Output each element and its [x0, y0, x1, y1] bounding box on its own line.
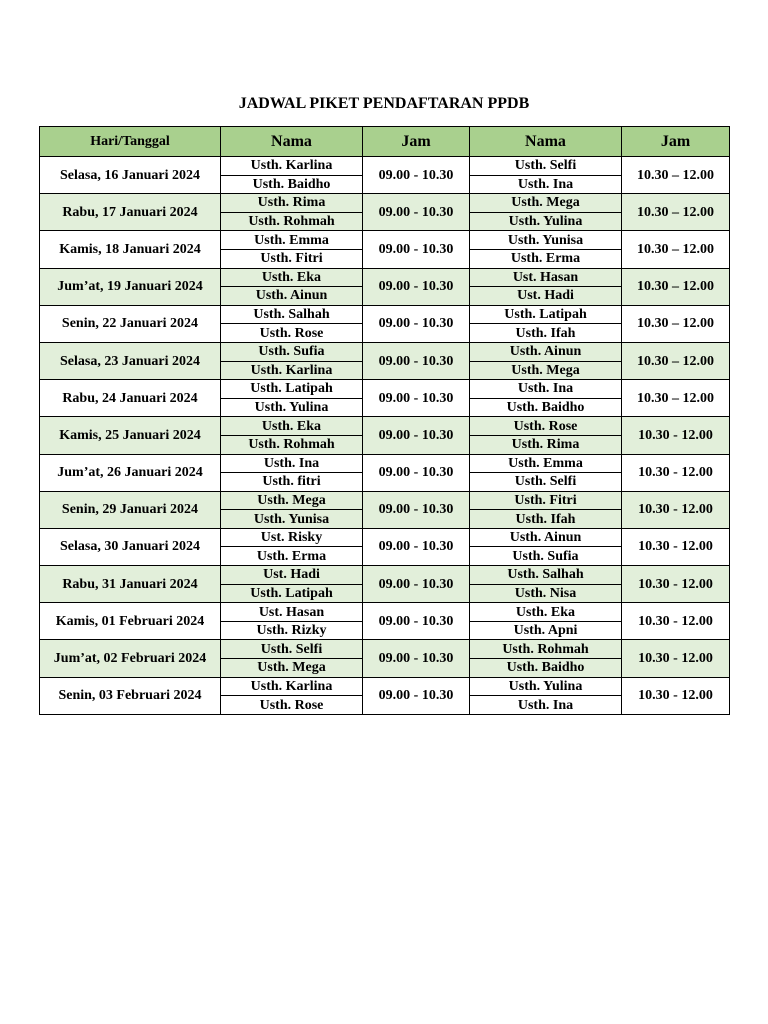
- officer-name-cell: Usth. Apni: [470, 621, 622, 640]
- time-slot-cell: 10.30 – 12.00: [622, 194, 730, 231]
- officer-name-cell: Usth. Nisa: [470, 584, 622, 603]
- officer-name-cell: Usth. Erma: [470, 249, 622, 268]
- header-time-2: Jam: [622, 127, 730, 157]
- officer-name-cell: Usth. Fitri: [470, 491, 622, 510]
- table-row: [40, 380, 730, 399]
- officer-name-cell: Usth. Emma: [470, 454, 622, 473]
- officer-name-cell: Usth. Baidho: [470, 659, 622, 678]
- time-slot-cell: 09.00 - 10.30: [363, 454, 470, 491]
- day-cell: Selasa, 16 Januari 2024: [40, 157, 221, 194]
- day-cell: Jum’at, 02 Februari 2024: [40, 640, 221, 677]
- table-row: [40, 305, 730, 324]
- officer-name-cell: Ust. Hasan: [470, 268, 622, 287]
- day-cell: Kamis, 01 Februari 2024: [40, 603, 221, 640]
- officer-name-cell: Usth. Selfi: [221, 640, 363, 659]
- table-header: [40, 127, 730, 157]
- day-cell: Jum’at, 26 Januari 2024: [40, 454, 221, 491]
- header-name-2: Nama: [470, 127, 622, 157]
- officer-name-cell: Usth. Yulina: [470, 677, 622, 696]
- day-cell: Rabu, 17 Januari 2024: [40, 194, 221, 231]
- officer-name-cell: Usth. Rima: [221, 194, 363, 213]
- day-cell: Rabu, 24 Januari 2024: [40, 380, 221, 417]
- time-slot-cell: 10.30 – 12.00: [622, 305, 730, 342]
- officer-name-cell: Usth. Karlina: [221, 361, 363, 380]
- header-row: [40, 127, 730, 157]
- table-row: [40, 231, 730, 250]
- officer-name-cell: Usth. Yunisa: [221, 510, 363, 529]
- day-cell: Rabu, 31 Januari 2024: [40, 566, 221, 603]
- officer-name-cell: Usth. Rohmah: [470, 640, 622, 659]
- officer-name-cell: Usth. Latipah: [470, 305, 622, 324]
- time-slot-cell: 10.30 - 12.00: [622, 454, 730, 491]
- officer-name-cell: Usth. Rohmah: [221, 435, 363, 454]
- officer-name-cell: Usth. Erma: [221, 547, 363, 566]
- time-slot-cell: 10.30 – 12.00: [622, 342, 730, 379]
- officer-name-cell: Usth. Yunisa: [470, 231, 622, 250]
- day-cell: Kamis, 18 Januari 2024: [40, 231, 221, 268]
- day-cell: Kamis, 25 Januari 2024: [40, 417, 221, 454]
- officer-name-cell: Usth. Rose: [221, 324, 363, 343]
- officer-name-cell: Usth. Fitri: [221, 249, 363, 268]
- officer-name-cell: Usth. Selfi: [470, 473, 622, 492]
- day-cell: Selasa, 30 Januari 2024: [40, 528, 221, 565]
- officer-name-cell: Usth. Ainun: [470, 342, 622, 361]
- table-row: [40, 603, 730, 622]
- officer-name-cell: Usth. Ifah: [470, 324, 622, 343]
- officer-name-cell: Usth. Ina: [470, 380, 622, 399]
- officer-name-cell: Usth. Yulina: [221, 398, 363, 417]
- table-body: [40, 157, 730, 715]
- officer-name-cell: Usth. Latipah: [221, 380, 363, 399]
- officer-name-cell: Usth. Ainun: [221, 287, 363, 306]
- time-slot-cell: 09.00 - 10.30: [363, 640, 470, 677]
- officer-name-cell: Usth. Rima: [470, 435, 622, 454]
- time-slot-cell: 10.30 - 12.00: [622, 677, 730, 714]
- officer-name-cell: Usth. Emma: [221, 231, 363, 250]
- time-slot-cell: 09.00 - 10.30: [363, 677, 470, 714]
- officer-name-cell: Ust. Risky: [221, 528, 363, 547]
- time-slot-cell: 09.00 - 10.30: [363, 194, 470, 231]
- officer-name-cell: Usth. Ina: [470, 175, 622, 194]
- page-title: JADWAL PIKET PENDAFTARAN PPDB: [238, 95, 530, 112]
- time-slot-cell: 09.00 - 10.30: [363, 528, 470, 565]
- time-slot-cell: 10.30 – 12.00: [622, 157, 730, 194]
- table-row: [40, 566, 730, 585]
- time-slot-cell: 10.30 - 12.00: [622, 528, 730, 565]
- time-slot-cell: 10.30 - 12.00: [622, 640, 730, 677]
- officer-name-cell: Usth. Sufia: [221, 342, 363, 361]
- officer-name-cell: Usth. Mega: [221, 659, 363, 678]
- officer-name-cell: Usth. Yulina: [470, 212, 622, 231]
- officer-name-cell: Ust. Hadi: [221, 566, 363, 585]
- time-slot-cell: 09.00 - 10.30: [363, 231, 470, 268]
- time-slot-cell: 10.30 - 12.00: [622, 566, 730, 603]
- officer-name-cell: Usth. Mega: [470, 361, 622, 380]
- header-name-1: Nama: [221, 127, 363, 157]
- officer-name-cell: Usth. Eka: [470, 603, 622, 622]
- officer-name-cell: Ust. Hasan: [221, 603, 363, 622]
- table-row: [40, 157, 730, 176]
- table-row: [40, 194, 730, 213]
- header-time-1: Jam: [363, 127, 470, 157]
- time-slot-cell: 10.30 - 12.00: [622, 491, 730, 528]
- officer-name-cell: Usth. Mega: [470, 194, 622, 213]
- officer-name-cell: Usth. Rohmah: [221, 212, 363, 231]
- officer-name-cell: Usth. Selfi: [470, 157, 622, 176]
- time-slot-cell: 09.00 - 10.30: [363, 603, 470, 640]
- time-slot-cell: 09.00 - 10.30: [363, 305, 470, 342]
- officer-name-cell: Usth. Rizky: [221, 621, 363, 640]
- officer-name-cell: Usth. Baidho: [470, 398, 622, 417]
- table-row: [40, 528, 730, 547]
- table-row: [40, 677, 730, 696]
- time-slot-cell: 09.00 - 10.30: [363, 380, 470, 417]
- table-row: [40, 342, 730, 361]
- day-cell: Selasa, 23 Januari 2024: [40, 342, 221, 379]
- time-slot-cell: 10.30 – 12.00: [622, 268, 730, 305]
- officer-name-cell: Usth. Mega: [221, 491, 363, 510]
- time-slot-cell: 09.00 - 10.30: [363, 491, 470, 528]
- officer-name-cell: Usth. Rose: [470, 417, 622, 436]
- officer-name-cell: Usth. Baidho: [221, 175, 363, 194]
- officer-name-cell: Usth. Ina: [470, 696, 622, 715]
- officer-name-cell: Usth. Rose: [221, 696, 363, 715]
- officer-name-cell: Usth. Ifah: [470, 510, 622, 529]
- day-cell: Senin, 29 Januari 2024: [40, 491, 221, 528]
- time-slot-cell: 09.00 - 10.30: [363, 157, 470, 194]
- table-row: [40, 491, 730, 510]
- officer-name-cell: Usth. fitri: [221, 473, 363, 492]
- officer-name-cell: Usth. Salhah: [221, 305, 363, 324]
- officer-name-cell: Ust. Hadi: [470, 287, 622, 306]
- day-cell: Jum’at, 19 Januari 2024: [40, 268, 221, 305]
- officer-name-cell: Usth. Eka: [221, 268, 363, 287]
- table-row: [40, 454, 730, 473]
- officer-name-cell: Usth. Eka: [221, 417, 363, 436]
- officer-name-cell: Usth. Karlina: [221, 157, 363, 176]
- officer-name-cell: Usth. Salhah: [470, 566, 622, 585]
- officer-name-cell: Usth. Sufia: [470, 547, 622, 566]
- day-cell: Senin, 03 Februari 2024: [40, 677, 221, 714]
- time-slot-cell: 10.30 – 12.00: [622, 380, 730, 417]
- officer-name-cell: Usth. Latipah: [221, 584, 363, 603]
- time-slot-cell: 09.00 - 10.30: [363, 268, 470, 305]
- day-cell: Senin, 22 Januari 2024: [40, 305, 221, 342]
- table-row: [40, 640, 730, 659]
- header-day: Hari/Tanggal: [40, 127, 221, 157]
- time-slot-cell: 10.30 – 12.00: [622, 231, 730, 268]
- schedule-table: [39, 126, 730, 715]
- officer-name-cell: Usth. Karlina: [221, 677, 363, 696]
- time-slot-cell: 10.30 - 12.00: [622, 603, 730, 640]
- officer-name-cell: Usth. Ainun: [470, 528, 622, 547]
- time-slot-cell: 09.00 - 10.30: [363, 342, 470, 379]
- officer-name-cell: Usth. Ina: [221, 454, 363, 473]
- time-slot-cell: 10.30 - 12.00: [622, 417, 730, 454]
- table-row: [40, 417, 730, 436]
- time-slot-cell: 09.00 - 10.30: [363, 417, 470, 454]
- table-row: [40, 268, 730, 287]
- time-slot-cell: 09.00 - 10.30: [363, 566, 470, 603]
